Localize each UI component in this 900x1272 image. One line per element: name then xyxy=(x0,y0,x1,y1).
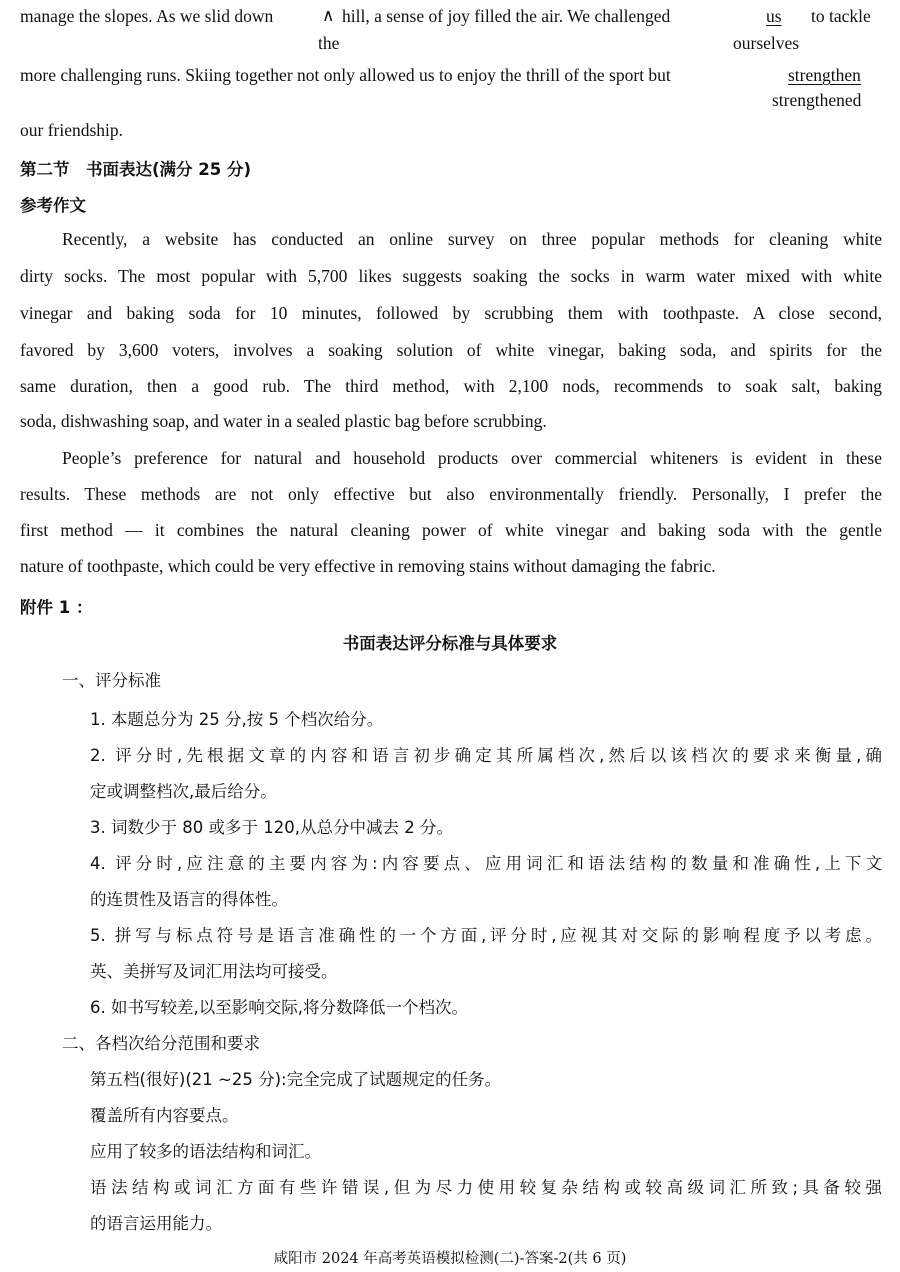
level-5-line: 覆盖所有内容要点。 xyxy=(90,1106,239,1125)
criteria-item-cont: 的连贯性及语言的得体性。 xyxy=(90,890,288,909)
criteria-item-cont: 英、美拼写及词汇用法均可接受。 xyxy=(90,962,338,981)
correction-line-1c: to tackle xyxy=(811,6,871,26)
criteria-item-cont: 定或调整档次,最后给分。 xyxy=(90,782,277,801)
insert-caret-icon: ∧ xyxy=(322,6,335,26)
level-5-line: 应用了较多的语法结构和词汇。 xyxy=(90,1142,321,1161)
criteria-item: 1. 本题总分为 25 分,按 5 个档次给分。 xyxy=(90,710,384,729)
inserted-word: the xyxy=(318,33,340,53)
criteria-section-2-title: 二、各档次给分范围和要求 xyxy=(62,1034,260,1053)
criteria-item: 4. 评分时,应注意的主要内容为:内容要点、应用词汇和语法结构的数量和准确性,上下文 xyxy=(90,854,882,873)
criteria-item: 6. 如书写较差,以至影响交际,将分数降低一个档次。 xyxy=(90,998,468,1017)
correction-line-1b: hill, a sense of joy filled the air. We challenged xyxy=(342,6,671,26)
essay-line: results. These methods are not only effective but also environmentally friendly. Personally, I prefer the xyxy=(20,484,882,504)
correction-line-3: our friendship. xyxy=(20,120,124,140)
essay-line: People’s preference for natural and household products over commercial whiteners is evident in these xyxy=(62,448,882,468)
essay-line: favored by 3,600 voters, involves a soaking solution of white vinegar, baking soda, and spirits for the xyxy=(20,340,882,360)
level-5-line: 第五档(很好)(21 ~25 分):完全完成了试题规定的任务。 xyxy=(90,1070,502,1089)
criteria-section-1-title: 一、评分标准 xyxy=(62,671,161,690)
correct-word-2: strengthened xyxy=(772,90,862,110)
level-5-line: 的语言运用能力。 xyxy=(90,1214,222,1233)
essay-line: soda, dishwashing soap, and water in a sealed plastic bag before scrubbing. xyxy=(20,411,547,431)
criteria-item: 5. 拼写与标点符号是语言准确性的一个方面,评分时,应视其对交际的影响程度予以考虑。 xyxy=(90,926,882,945)
reference-essay-heading: 参考作文 xyxy=(20,196,86,215)
wrong-word-1: us xyxy=(766,6,782,26)
essay-line: same duration, then a good rub. The third method, with 2,100 nods, recommends to soak salt, baking xyxy=(20,376,882,396)
correction-line-1a: manage the slopes. As we slid down xyxy=(20,6,274,26)
criteria-item: 2. 评分时,先根据文章的内容和语言初步确定其所属档次,然后以该档次的要求来衡量,确 xyxy=(90,746,882,765)
correction-line-2: more challenging runs. Skiing together not only allowed us to enjoy the thrill of the sport but xyxy=(20,65,671,85)
essay-line: first method — it combines the natural cleaning power of white vinegar and baking soda with the gentle xyxy=(20,520,882,540)
attachment-label: 附件 1 ： xyxy=(20,598,93,617)
essay-line: Recently, a website has conducted an online survey on three popular methods for cleaning white xyxy=(62,229,882,249)
essay-line: vinegar and baking soda for 10 minutes, followed by scrubbing them with toothpaste. A close second, xyxy=(20,303,882,323)
section-2-heading: 第二节 书面表达(满分 25 分) xyxy=(20,160,252,179)
correct-word-1: ourselves xyxy=(733,33,800,53)
criteria-title: 书面表达评分标准与具体要求 xyxy=(342,634,558,653)
essay-line: nature of toothpaste, which could be very effective in removing stains without damaging the fabric. xyxy=(20,556,716,576)
level-5-line: 语法结构或词汇方面有些许错误,但为尽力使用较复杂结构或较高级词汇所致;具备较强 xyxy=(90,1178,882,1197)
criteria-item: 3. 词数少于 80 或多于 120,从总分中减去 2 分。 xyxy=(90,818,453,837)
page-footer: 咸阳市 2024 年高考英语模拟检测(二)-答案-2(共 6 页) xyxy=(273,1251,627,1267)
essay-line: dirty socks. The most popular with 5,700 likes suggests soaking the socks in warm water mixed with white xyxy=(20,266,882,286)
wrong-word-2: strengthen xyxy=(788,65,861,85)
